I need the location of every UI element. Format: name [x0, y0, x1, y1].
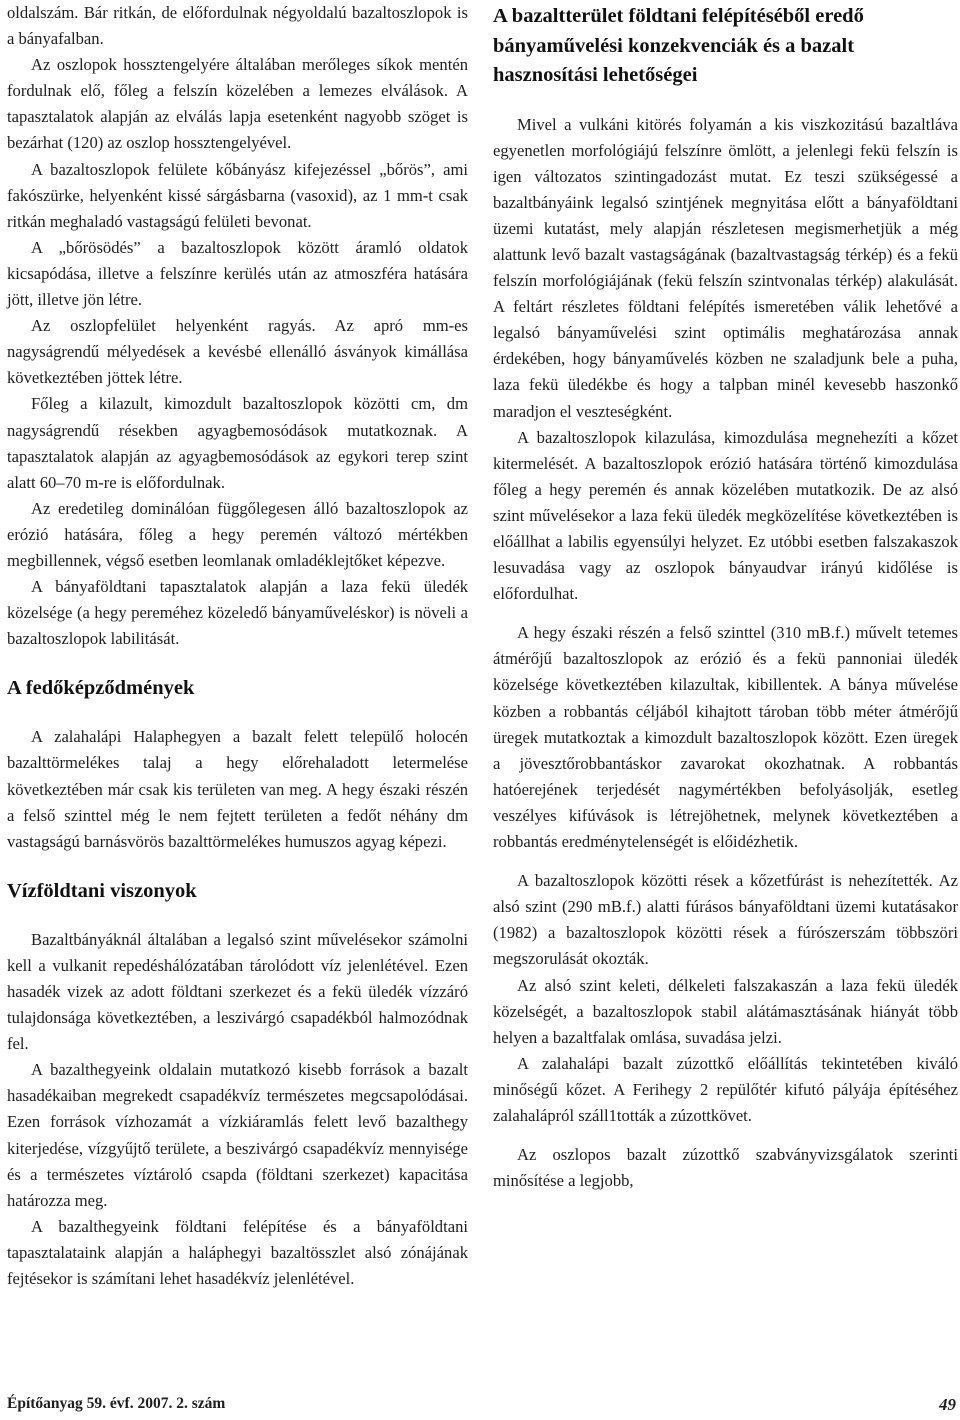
- paragraph: A zalahalápi Halaphegyen a bazalt felett települő holocén bazalttörmelékes talaj a hegy előrehaladott letermelése következtében már csak kis területen van meg. A hegy északi részén a felső szinttel még le nem fejtett területen a fedőt néhány dm vastagságú barnásvörös bazalttörmelékes humuszos agyag képezi.: [7, 727, 468, 851]
- paragraph: Az oszlopfelület helyenként ragyás. Az apró mm-es nagyságrendű mélyedések a kevésbé ellenálló ásványok kimállása következtében jöttek létre.: [7, 316, 468, 388]
- paragraph-gap: [493, 855, 958, 868]
- journal-citation: Építőanyag 59. évf. 2007. 2. szám: [7, 1395, 226, 1412]
- paragraph: A bazaltoszlopok kilazulása, kimozdulása megnehezíti a kőzet kitermelését. A bazaltoszlopok erózió hatására történő kimozdulása főleg a hegy peremén és annak közelében mutatkozik. De az alsó szint művelésekor a laza fekü üledék megközelítése következtében is előállhat a labilis egyensúlyi helyzet. Ez utóbbi esetben falszakaszok lesuvadása vagy az oszlopok bányaudvar irányú kidőlése is előfordulhat.: [493, 427, 958, 604]
- paragraph: Mivel a vulkáni kitörés folyamán a kis viszkozitású bazaltláva egyenetlen morfológiájú felszínre ömlött, a jelenlegi fekü felszín is igen változatos szintingadozást mutat. Ez teszi szükségessé a bazaltbányáink legalsó szintjének megnyitása előtt a bányaföldtani üzemi kutatást, mely alapján részletesen megismerhetjük a még alattunk levő bazalt vastagságának (bazaltvastagság térkép) és a fekü felszín morfológiájának (fekü felszín szintvonalas térkép) alakulását. A feltárt részletes földtani felépítés ismeretében válik lehetővé a legalsó bányaművelési szint optimális meghatározása annak érdekében, hogy bányaművelés közben ne szaladjunk bele a puha, laza fekü üledékbe és hogy a talpban minél kevesebb haszonkő maradjon el veszteségként.: [493, 114, 958, 421]
- left-column: [7, 0, 468, 1292]
- paragraph: Az oszlopok hossztengelyére általában merőleges síkok mentén fordulnak elő, főleg a felszín közelében a lemezes elválások. A tapasztalatok alapján az elválás lapja esetenként nagyobb szöget is bezárhat (120) az oszlop hossztengelyével.: [7, 55, 468, 153]
- paragraph: A „bőrösödés” a bazaltoszlopok között áramló oldatok kicsapódása, illetve a felszínre kerülés után az atmoszféra hatására jött, illetve jön létre.: [7, 237, 468, 310]
- paragraph: Az eredetileg dominálóan függőlegesen álló bazaltoszlopok az erózió hatására, főleg a hegy peremén változó mértékben megbillennek, végső esetben leomlanak omladéklejtőket képezve.: [7, 498, 468, 570]
- paragraph-gap: [493, 1129, 958, 1142]
- page-number: 49: [939, 1395, 956, 1414]
- section-heading-hydrogeology: Vízföldtani viszonyok: [7, 879, 197, 902]
- paragraph: A bazalthegyeink oldalain mutatkozó kisebb források a bazalt hasadékaiban megrekedt csapadékvíz természetes megcsapolódásai. Ezen források vízhozamát a vízkiáramlás felett levő bazalthegy kiterjedése, vízgyűjtő területe, a beszivárgó csapadékvíz mennyisége és a természetes víztároló csapda (földtani szerkezet) kapacitása határozza meg.: [7, 1060, 468, 1210]
- paragraph: A zalahalápi bazalt zúzottkő előállítás tekintetében kiváló minőségű kőzet. A Ferihegy 2 repülőtér kifutó pályája építéséhez zalahalápról száll1tották a zúzottkövet.: [493, 1053, 958, 1125]
- paragraph: A hegy északi részén a felső szinttel (310 mB.f.) művelt tetemes átmérőjű bazaltoszlopok az erózió és a fekü pannoniai üledék közelsége következtében kilazultak, kibillentek. A bánya művelése közben a robbantás céljából kihajtott tároban több méter átmérőjű üregek mutatkoztak a kimozdult bazaltoszlopok között. Ezen üregek a jövesztőrobbantáskor zavarokat okozhatnak. A robbantás hatóerejének terjedését nagymértékben befolyásolják, esetleg veszélyes kifúvások is létrejöhetnek, melynek következtében a robbantás eredménytelenségét is előidézhetik.: [493, 623, 958, 852]
- paragraph: Az alsó szint keleti, délkeleti falszakaszán a laza fekü üledék közelségét, a bazaltoszlopok stabil alátámasztásának hiányát több helyen a bazaltfalak omlása, suvadása jelzi.: [493, 975, 958, 1047]
- paragraph-gap: [493, 607, 958, 620]
- paragraph: Bazaltbányáknál általában a legalsó szint művelésekor számolni kell a vulkanit repedéshálózatában tárolódott víz jelenlétével. Ezen hasadék vizek az adott földtani szerkezet és a fekü üledék vízzáró tulajdonsága következtében, a leszivárgó csapadékból halmozódnak fel.: [7, 929, 468, 1054]
- section-title: A bazaltterület földtani felépítéséből eredő bányaművelési konzekvenciák és a bazalt hasznosítási lehetőségei: [493, 5, 864, 86]
- section-heading-cover-formations: A fedőképződmények: [7, 677, 195, 700]
- page-footer: [7, 1395, 956, 1417]
- paragraph: Az oszlopos bazalt zúzottkő szabványvizsgálatok szerinti minősítése a legjobb,: [493, 1145, 958, 1191]
- paragraph: A bazalthegyeink földtani felépítése és a bányaföldtani tapasztalataink alapján a haláphegyi bazaltösszlet alsó zónájának fejtésekor is számítani lehet hasadékvíz jelenlétével.: [7, 1216, 468, 1289]
- right-column: [493, 0, 958, 1194]
- paragraph: A bazaltoszlopok közötti rések a kőzetfúrást is nehezítették. Az alsó szint (290 mB.f.) alatti fúrásos bányaföldtani üzemi kutatásakor (1982) a bazaltoszlopok közötti rések a fúrószerszám többszöri megszorulását okozták.: [493, 871, 958, 969]
- paragraph: oldalszám. Bár ritkán, de előfordulnak négyoldalú bazaltoszlopok is a bányafalban.: [7, 3, 468, 49]
- paragraph: A bányaföldtani tapasztalatok alapján a laza fekü üledék közelsége (a hegy pereméhez közeledő bányaműveléskor) is növeli a bazaltoszlopok labilitását.: [7, 577, 468, 649]
- paragraph: A bazaltoszlopok felülete kőbányász kifejezéssel „bőrös”, ami fakószürke, helyenként kissé sárgásbarna (vasoxid), az 1 mm-t csak ritkán meghaladó vastagságú felületi bevonat.: [7, 159, 468, 231]
- paragraph: Főleg a kilazult, kimozdult bazaltoszlopok közötti cm, dm nagyságrendű résekben agyagbemosódások mutatkoznak. A tapasztalatok alapján az agyagbemosódások az egykori terep szint alatt 60–70 m-re is előfordulnak.: [7, 394, 468, 492]
